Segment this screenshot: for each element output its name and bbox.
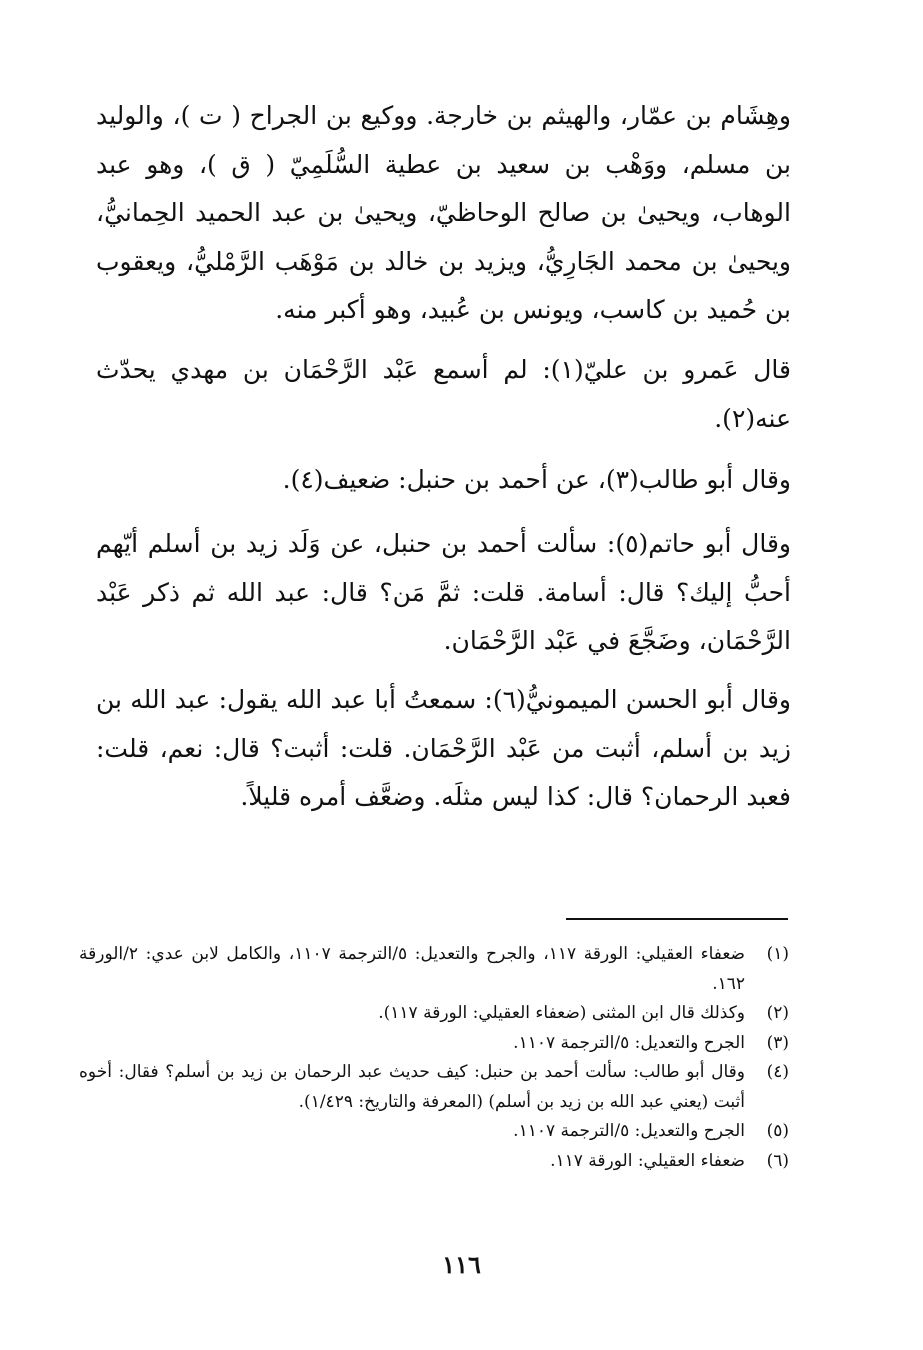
main-paragraph-amr-ibn-ali (96, 346, 791, 443)
footnote-text: وكذلك قال ابن المثنى (ضعفاء العقيلي: الورقة ١١٧). (378, 1003, 745, 1023)
footnote-item (79, 940, 789, 999)
footnote-text: ضعفاء العقيلي: الورقة ١١٧. (550, 1150, 745, 1171)
footnote-text: الجرح والتعديل: ٥/الترجمة ١١٠٧. (513, 1121, 745, 1141)
footnotes-section (79, 940, 789, 1176)
main-paragraph-narrators-list (96, 92, 791, 335)
main-paragraph-maymuni (96, 676, 791, 822)
main-paragraph-abu-talib (96, 456, 791, 505)
footnote-item (79, 1147, 789, 1177)
footnote-text: الجرح والتعديل: ٥/الترجمة ١١٠٧. (513, 1032, 745, 1053)
footnote-number: (٣) (766, 1032, 789, 1053)
footnote-text: وقال أبو طالب: سألت أحمد بن حنبل: كيف حديث عبد الرحمان بن زيد بن أسلم؟ فقال: أخوه أثبت (يعني عبد الله بن زيد بن أسلم) (المعرفة والتاريخ: ١/٤٢٩). (79, 1062, 745, 1112)
footnote-item (79, 999, 789, 1029)
footnote-number: (٤) (766, 1062, 789, 1082)
footnote-number: (١) (766, 944, 789, 964)
footnote-number: (٢) (766, 1003, 789, 1023)
page-number: ١١٦ (442, 1250, 481, 1279)
footnote-item (79, 1117, 789, 1147)
main-paragraph-abu-hatim (96, 520, 791, 666)
footnote-item (79, 1029, 789, 1059)
footnote-number: (٥) (766, 1121, 789, 1141)
footnote-text: ضعفاء العقيلي: الورقة ١١٧، والجرح والتعديل: ٥/الترجمة ١١٠٧، والكامل لابن عدي: ٢/الورقة ١٦٢. (79, 944, 745, 994)
paragraph-text: قال عَمرو بن عليّ(١): لم أسمع عَبْد الرَّحْمَان بن مهدي يحدّث عنه(٢). (96, 355, 791, 433)
paragraph-text: وهِشَام بن عمّار، والهيثم بن خارجة. ووكيع بن الجراح ( ت )، والوليد بن مسلم، ووَهْب بن سعيد بن عطية السُّلَمِيّ ( ق )، وهو عبد الوهاب، ويحيىٰ بن صالح الوحاظيّ، ويحيىٰ بن عبد الحميد الحِمانيُّ، ويحيىٰ بن محمد الجَارِيُّ، ويزيد بن خالد بن مَوْهَب الرَّمْليُّ، ويعقوب بن حُميد بن كاسب، ويونس بن عُبيد، وهو أكبر منه. (96, 101, 791, 324)
footnote-number: (٦) (766, 1150, 789, 1171)
paragraph-text: وقال أبو الحسن الميمونيُّ(٦): سمعتُ أبا عبد الله يقول: عبد الله بن زيد بن أسلم، أثبت من عَبْد الرَّحْمَان. قلت: أثبت؟ قال: نعم، قلت: فعبد الرحمان؟ قال: كذا ليس مثلَه. وضعَّف أمره قليلاً. (96, 685, 791, 811)
paragraph-text: وقال أبو حاتم(٥): سألت أحمد بن حنبل، عن وَلَد زيد بن أسلم أيّهم أحبُّ إليك؟ قال: أسامة. قلت: ثمَّ مَن؟ قال: عبد الله ثم ذكر عَبْد الرَّحْمَان، وضَجَّعَ في عَبْد الرَّحْمَان. (96, 529, 791, 655)
footnote-item (79, 1058, 789, 1117)
paragraph-text: وقال أبو طالب(٣)، عن أحمد بن حنبل: ضعيف(٤). (282, 465, 791, 494)
footnote-separator-rule (566, 918, 788, 920)
